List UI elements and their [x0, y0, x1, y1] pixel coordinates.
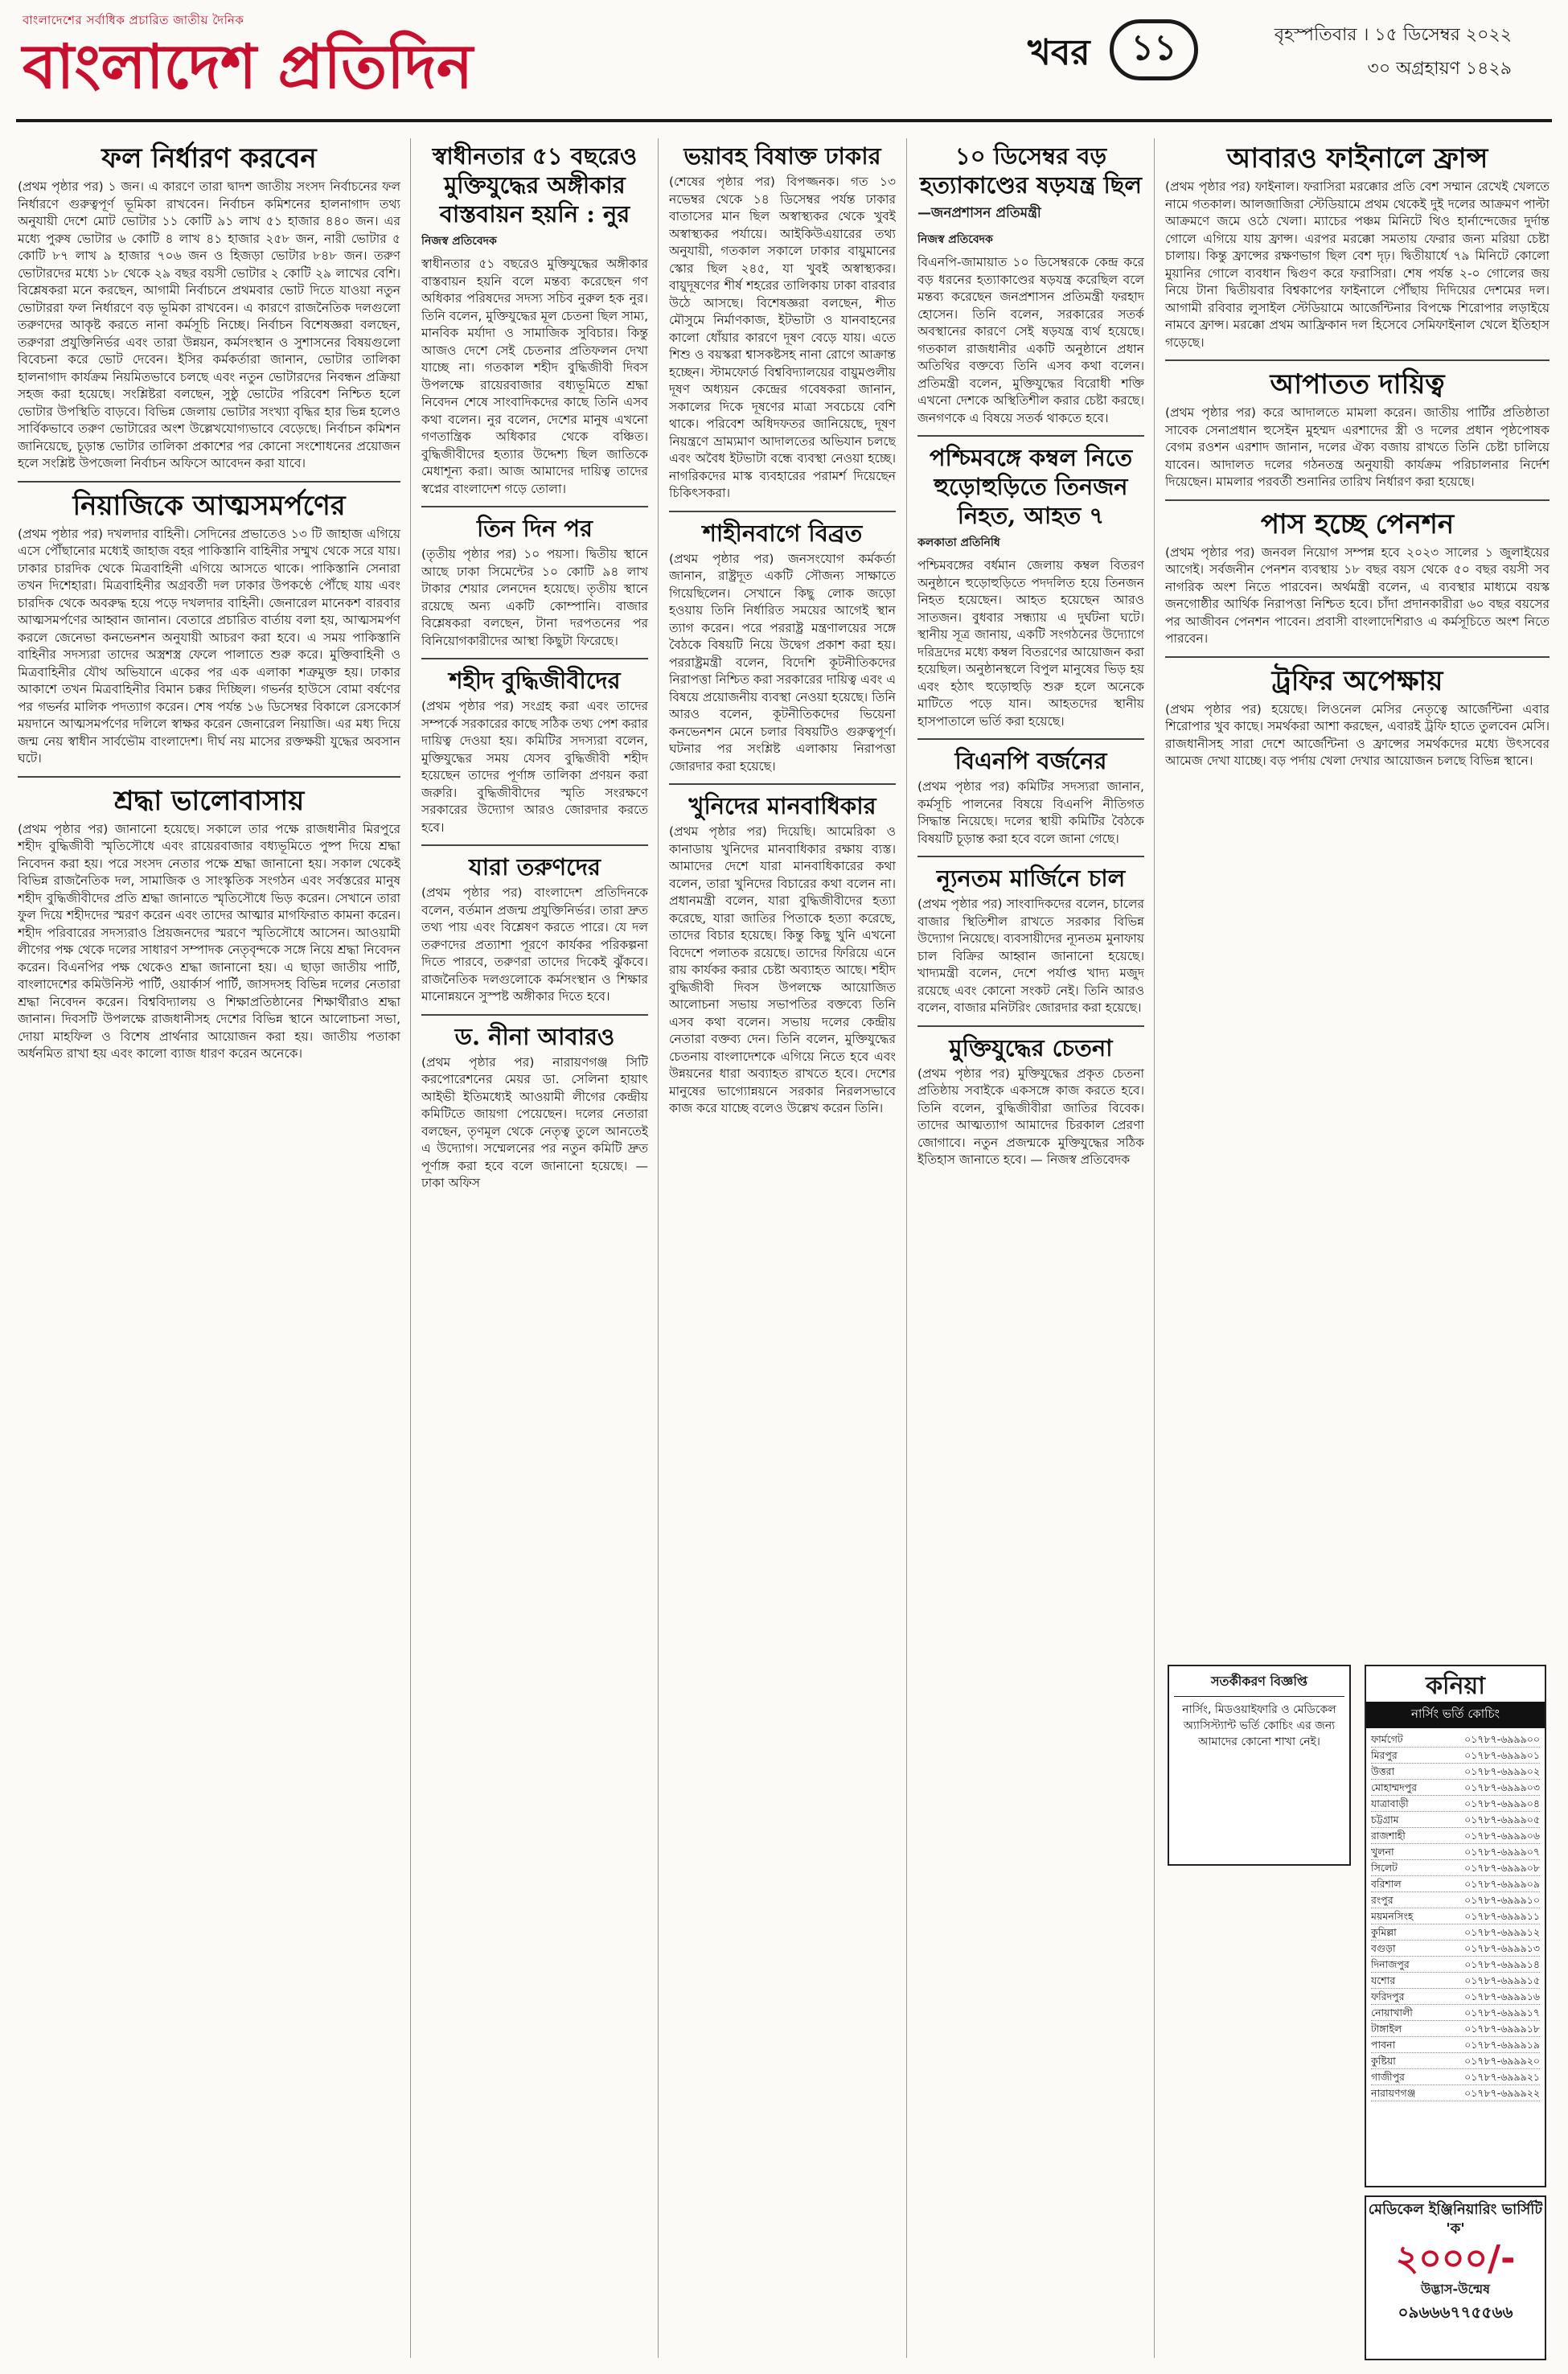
- branch-phone: ০১৭৮৭-৬৯৯৯২২: [1464, 2087, 1540, 2099]
- branch-name: নারায়ণগঞ্জ: [1371, 2087, 1416, 2099]
- article-body: (তৃতীয় পৃষ্ঠার পর) ১০ পয়সা। দ্বিতীয় স্থানে আছে ঢাকা সিমেন্টের ১০ কোটি ৯৪ লাখ টাকার শেয়ার লেনদেন হয়েছে। তৃতীয় স্থানে রয়েছে অন্য একটি কোম্পানি। বাজার বিশ্লেষকরা বলছেন, টানা দরপতনের পর বিনিয়োগকারীদের আস্থা কিছুটা ফিরেছে।: [421, 547, 648, 648]
- article-divider: [917, 856, 1144, 857]
- branch-name: উত্তরা: [1371, 1765, 1395, 1777]
- ad-title: মেডিকেল ইঞ্জিনিয়ারিং ভার্সিটি 'ক': [1368, 2201, 1543, 2237]
- column-rule: [906, 138, 907, 2358]
- column-4: [917, 137, 1144, 2356]
- section-header: [1005, 16, 1536, 85]
- branch-phone: ০১৭৮৭-৬৯৯৯০১: [1464, 1749, 1540, 1761]
- branch-row: [1371, 1989, 1540, 2005]
- branch-name: যশোর: [1371, 1974, 1396, 1986]
- branch-phone: ০১৭৮৭-৬৯৯৯০৮: [1464, 1862, 1540, 1874]
- headline: পশ্চিমবঙ্গে কম্বল নিতে হুড়োহুড়িতে তিনজন নিহত, আহত ৭: [929, 444, 1133, 529]
- branch-phone: ০১৭৮৭-৬৯৯৯১৭: [1464, 2006, 1540, 2019]
- article-body: (প্রথম পৃষ্ঠার পর) বাংলাদেশ প্রতিদিনকে বলেন, বর্তমান প্রজন্ম প্রযুক্তিনির্ভর। তারা দ্রুত তথ্য পায় এবং বিশ্লেষণ করতে পারে। যে দল তরুণদের প্রত্যাশা পূরণে কার্যকর পরিকল্পনা দিতে পারবে, তরুণরা তাদের দিকেই ঝুঁকবে। রাজনৈতিক দলগুলোকে কর্মসংস্থান ও শিক্ষার মানোন্নয়নে সুস্পষ্ট অঙ্গীকার দিতে হবে।: [421, 885, 648, 1004]
- article-body: (প্রথম পৃষ্ঠার পর) মুক্তিযুদ্ধের প্রকৃত চেতনা প্রতিষ্ঠায় সবাইকে একসঙ্গে কাজ করতে হবে। তিনি বলেন, বুদ্ধিজীবীরা জাতির বিবেক। তাদের আত্মত্যাগ আমাদের চিরকাল প্রেরণা জোগাবে। নতুন প্রজন্মকে মুক্তিযুদ্ধের সঠিক ইতিহাস জানাতে হবে। — নিজস্ব প্রতিবেদক: [917, 1066, 1144, 1167]
- branch-phone: ০১৭৮৭-৬৯৯৯০৭: [1464, 1846, 1540, 1858]
- article-body: (প্রথম পৃষ্ঠার পর) সাংবাদিকদের বলেন, চালের বাজার স্থিতিশীল রাখতে সরকার বিভিন্ন উদ্যোগ নিয়েছে। ব্যবসায়ীদের ন্যূনতম মুনাফায় চাল বিক্রির আহ্বান জানানো হয়েছে। খাদ্যমন্ত্রী বলেন, দেশে পর্যাপ্ত খাদ্য মজুদ রয়েছে এবং কোনো সংকট নেই। তিনি আরও বলেন, বাজার মনিটরিং জোরদার করা হয়েছে।: [917, 897, 1144, 1015]
- branch-name: ময়মনসিংহ: [1371, 1910, 1414, 1922]
- branch-name: সিলেট: [1371, 1862, 1398, 1874]
- branch-row: [1371, 1748, 1540, 1764]
- article-tin-din[interactable]: [421, 514, 648, 650]
- branch-row: [1371, 2085, 1540, 2101]
- article-body: (প্রথম পৃষ্ঠার পর) করে আদালতে মামলা করেন। জাতীয় পার্টির প্রতিষ্ঠাতা সাবেক সেনাপ্রধান হুসেইন মুহম্মদ এরশাদের স্ত্রী ও দলের প্রধান পৃষ্ঠপোষক বেগম রওশন এরশাদ জানান, দলের ঐক্য বজায় রাখতে তিনি চেষ্টা চালিয়ে যাবেন। আদালত দলের গঠনতন্ত্র অনুযায়ী কার্যক্রম পরিচালনার নির্দেশ দিয়েছেন। মামলার পরবর্তী শুনানির তারিখ নির্ধারণ করা হয়েছে।: [1165, 405, 1550, 489]
- branch-name: চট্টগ্রাম: [1371, 1813, 1399, 1826]
- warning-notice-ad[interactable]: [1168, 1665, 1351, 1866]
- article-divider: [18, 481, 400, 483]
- headline: আবারও ফাইনালে ফ্রান্স: [1226, 142, 1488, 175]
- headline: ন্যূনতম মার্জিনে চাল: [936, 865, 1126, 892]
- headline: ড. নীনা আবারও: [454, 1022, 615, 1050]
- branch-row: [1371, 1844, 1540, 1860]
- branch-row: [1371, 1731, 1540, 1748]
- ad-brand-name: কনিয়া: [1426, 1672, 1485, 1700]
- ad-tagline: নার্সিং ভর্তি কোচিং: [1366, 1702, 1545, 1728]
- article-body: বিএনপি-জামায়াত ১০ ডিসেম্বরকে কেন্দ্র করে বড় ধরনের হত্যাকাণ্ডের ষড়যন্ত্র করেছিল বলে মন্তব্য করেছেন জনপ্রশাসন প্রতিমন্ত্রী ফরহাদ হোসেন। তিনি বলেন, সরকারের সতর্ক অবস্থানের কারণে সেই ষড়যন্ত্র ব্যর্থ হয়েছে। গতকাল রাজধানীর একটি অনুষ্ঠানে প্রধান অতিথির বক্তব্যে তিনি এসব কথা বলেন। প্রতিমন্ত্রী বলেন, মুক্তিযুদ্ধের বিরোধী শক্তি এখনো দেশকে অস্থিতিশীল করার চেষ্টা করছে। জনগণকে এ বিষয়ে সতর্ক থাকতে হবে।: [917, 255, 1144, 425]
- article-divider: [421, 658, 648, 659]
- headline: ফল নির্ধারণ করবেন: [101, 142, 317, 175]
- article-torun[interactable]: [421, 852, 648, 1006]
- branch-phone: ০১৭৮৭-৬৯৯৯২০: [1464, 2055, 1540, 2067]
- article-body: (প্রথম পৃষ্ঠার পর) হয়েছে। লিওনেল মেসির নেতৃত্বে আর্জেন্টিনা এবার শিরোপার খুব কাছে। সমর্থকরা আশা করছেন, এবারই ট্রফি হাতে তুলবেন মেসি। রাজধানীসহ সারা দেশে আর্জেন্টিনা ও ফ্রান্সের সমর্থকদের মধ্যে উৎসবের আমেজ দেখা যাচ্ছে। বড় পর্দায় খেলা দেখার আয়োজন চলছে বিভিন্ন স্থানে।: [1165, 701, 1550, 768]
- article-body: (প্রথম পৃষ্ঠার পর) নারায়ণগঞ্জ সিটি করপোরেশনের মেয়র ডা. সেলিনা হায়াৎ আইভী ইতিমধ্যেই আওয়ামী লীগের কেন্দ্রীয় কমিটিতে জায়গা পেয়েছেন। দলের নেতারা বলছেন, তৃণমূল থেকে নেতৃত্ব তুলে আনতেই এ উদ্যোগ। সম্মেলনের পর নতুন কমিটি দ্রুত পূর্ণাঙ্গ করা হবে বলে জানানো হয়েছে। — ঢাকা অফিস: [421, 1054, 648, 1190]
- branch-name: পাবনা: [1371, 2039, 1396, 2051]
- headline: ট্রফির অপেক্ষায়: [1271, 664, 1443, 697]
- byline: নিজস্ব প্রতিবেদক: [421, 235, 497, 248]
- branch-name: ফরিদপুর: [1371, 1990, 1405, 2002]
- headline: যারা তরুণদের: [469, 853, 601, 881]
- branch-row: [1371, 1796, 1540, 1812]
- branch-phone: ০১৭৮৭-৬৯৯৯০৫: [1464, 1813, 1540, 1826]
- branch-name: কুষ্টিয়া: [1371, 2055, 1396, 2067]
- article-rice[interactable]: [917, 864, 1144, 1017]
- column-2: [421, 137, 648, 2356]
- headline: শাহীনবাগে বিব্রত: [702, 519, 863, 547]
- byline: নিজস্ব প্রতিবেদক: [917, 233, 993, 246]
- article-divider: [1165, 359, 1550, 361]
- article-bnp[interactable]: [917, 746, 1144, 848]
- article-nina[interactable]: [421, 1022, 648, 1193]
- article-body: (প্রথম পৃষ্ঠার পর) দিয়েছি। আমেরিকা ও কানাডায় খুনিদের মানবাধিকার রক্ষায় ব্যস্ত। আমাদের দেশে যারা মানবাধিকারের কথা বলেন, তারা খুনিদের বিচারের কথা বলেন না। প্রধানমন্ত্রী বলেন, যারা বুদ্ধিজীবীদের হত্যা করেছে, যারা জাতির পিতাকে হত্যা করেছে, তাদের বিচার হয়েছে। কিন্তু কিছু খুনি এখনো বিদেশে পলাতক রয়েছে। তাদের ফিরিয়ে এনে রায় কার্যকর করার চেষ্টা অব্যাহত আছে। শহীদ বুদ্ধিজীবী দিবস উপলক্ষে আয়োজিত আলোচনা সভায় সভাপতির বক্তব্যে তিনি এসব কথা বলেন। সভায় দলের কেন্দ্রীয় নেতারা বক্তব্য দেন। তিনি বলেন, মুক্তিযুদ্ধের চেতনায় বাংলাদেশকে এগিয়ে নিতে হবে এবং উন্নয়নের ধারা অব্যাহত রাখতে হবে। দেশের মানুষের ভাগ্যোন্নয়নে সরকার নিরলসভাবে কাজ করে যাচ্ছে বলেও উল্লেখ করেন তিনি।: [669, 824, 896, 1115]
- article-france-final[interactable]: [1165, 142, 1550, 351]
- branch-phone: ০১৭৮৭-৬৯৯৯১০: [1464, 1894, 1540, 1906]
- article-divider: [917, 1025, 1144, 1027]
- ad-fee: ২০০০/-: [1395, 2238, 1516, 2279]
- branch-phone: ০১৭৮৭-৬৯৯৯০২: [1464, 1765, 1540, 1777]
- column-rule: [1154, 138, 1155, 2358]
- branch-name: ফার্মগেট: [1371, 1733, 1403, 1745]
- branch-phone: ০১৭৮৭-৬৯৯৯০০: [1464, 1733, 1540, 1745]
- branch-phone: ০১৭৮৭-৬৯৯৯১২: [1464, 1926, 1540, 1938]
- branch-name: খুলনা: [1371, 1846, 1394, 1858]
- column-3: [669, 137, 896, 2356]
- headline: পাস হচ্ছে পেনশন: [1260, 507, 1455, 540]
- branch-row: [1371, 1764, 1540, 1780]
- branch-row: [1371, 1892, 1540, 1908]
- branch-name: নোয়াখালী: [1371, 2006, 1413, 2019]
- section-name: খবর: [1028, 32, 1090, 73]
- article-divider: [421, 844, 648, 846]
- byline: কলকাতা প্রতিনিধি: [917, 536, 1000, 549]
- ad-brand: উদ্ভাস-উন্মেষ: [1421, 2282, 1490, 2297]
- article-apatoto[interactable]: [1165, 368, 1550, 491]
- article-niazi[interactable]: [18, 489, 400, 768]
- branch-name: যাত্রাবাড়ী: [1371, 1797, 1409, 1809]
- branch-row: [1371, 2069, 1540, 2085]
- date-english: বৃহস্পতিবার । ১৫ ডিসেম্বর ২০২২: [1274, 25, 1512, 45]
- article-buddhijibi[interactable]: [421, 666, 648, 836]
- branch-phone: ০১৭৮৭-৬৯৯৯১৯: [1464, 2039, 1540, 2051]
- article-body: (প্রথম পৃষ্ঠার পর) জনসংযোগ কর্মকর্তা জানান, রাষ্ট্রদূত একটি সৌজন্য সাক্ষাতে গিয়েছিলেন। সেখানে কিছু লোক জড়ো হওয়ায় তিনি নির্ধারিত সময়ের আগেই স্থান ত্যাগ করেন। পরে পররাষ্ট্র মন্ত্রণালয়ের সঙ্গে বৈঠকে বিষয়টি নিয়ে উদ্বেগ প্রকাশ করা হয়। পররাষ্ট্রমন্ত্রী বলেন, বিদেশি কূটনীতিকদের নিরাপত্তা নিশ্চিত করা সরকারের দায়িত্ব এবং এ বিষয়ে প্রয়োজনীয় ব্যবস্থা নেওয়া হয়েছে। তিনি আরও বলেন, কূটনীতিকদের ভিয়েনা কনভেনশন মেনে চলার বিষয়টিও গুরুত্বপূর্ণ। ঘটনার পর সংশ্লিষ্ট এলাকায় নিরাপত্তা জোরদার করা হয়েছে।: [669, 551, 896, 774]
- article-trophy[interactable]: [1165, 664, 1550, 770]
- logo-tagline: বাংলাদেশের সর্বাধিক প্রচারিত জাতীয় দৈনিক: [23, 13, 244, 27]
- branch-name: রাজশাহী: [1371, 1830, 1406, 1842]
- ad-phone: ০৯৬৬৬৭৭৫৫৬৬: [1398, 2302, 1513, 2322]
- column-1: [18, 137, 400, 2356]
- branch-row: [1371, 2005, 1540, 2021]
- headline: নিয়াজিকে আত্মসমর্পণের: [72, 489, 346, 522]
- article-dhaka-air[interactable]: [669, 142, 896, 503]
- date-bangla: ৩০ অগ্রহায়ণ ১৪২৯: [1367, 59, 1512, 79]
- branch-name: রংপুর: [1371, 1894, 1394, 1906]
- branch-phone: ০১৭৮৭-৬৯৯৯০৪: [1464, 1797, 1540, 1809]
- article-10-december[interactable]: [917, 142, 1144, 427]
- article-liberation-spirit[interactable]: [917, 1033, 1144, 1169]
- branch-phone: ০১৭৮৭-৬৯৯৯১৩: [1464, 1942, 1540, 1954]
- article-divider: [421, 1014, 648, 1016]
- masthead: [0, 0, 1568, 129]
- nursing-coaching-ad[interactable]: [1365, 1665, 1546, 2187]
- branch-name: গাজীপুর: [1371, 2071, 1405, 2083]
- article-pension[interactable]: [1165, 507, 1550, 648]
- branch-row: [1371, 1941, 1540, 1957]
- column-5: [1165, 137, 1550, 1649]
- column-rule: [410, 138, 411, 2358]
- masthead-rule: [16, 119, 1552, 122]
- subhead: —জনপ্রশাসন প্রতিমন্ত্রী: [917, 205, 1041, 221]
- article-body: (প্রথম পৃষ্ঠার পর) জানানো হয়েছে। সকালে তার পক্ষে রাজধানীর মিরপুরে শহীদ বুদ্ধিজীবী স্মৃতিসৌধে এবং রায়েরবাজার বধ্যভূমিতে পুষ্প দিয়ে শ্রদ্ধা নিবেদন করা হয়। পরে সংসদ নেতার পক্ষে শ্রদ্ধা জানানো হয়। সকাল থেকেই বিভিন্ন রাজনৈতিক দল, সামাজিক ও সাংস্কৃতিক সংগঠন এবং সর্বস্তরের মানুষ শহীদ বুদ্ধিজীবীদের প্রতি শ্রদ্ধা জানাতে স্মৃতিসৌধে ভিড় করেন। সেখানে তারা ফুল দিয়ে শহীদদের স্মরণ করেন এবং তাদের আত্মার মাগফিরাত কামনা করেন। শহীদ পরিবারের সদস্যরাও প্রিয়জনদের স্মরণে স্মৃতিসৌধে আসেন। আওয়ামী লীগের পক্ষ থেকে দলের সাধারণ সম্পাদক নেতৃবৃন্দকে সঙ্গে নিয়ে শ্রদ্ধা নিবেদন করেন। বিএনপির পক্ষ থেকেও শ্রদ্ধা জানানো হয়। এ ছাড়া জাতীয় পার্টি, বাংলাদেশের কমিউনিস্ট পার্টি, ওয়ার্কার্স পার্টি, জাসদসহ বিভিন্ন দলের নেতারা শ্রদ্ধা নিবেদন করেন। বিশ্ববিদ্যালয় ও শিক্ষাপ্রতিষ্ঠানের শিক্ষার্থীরাও শ্রদ্ধা জানান। দিবসটি উপলক্ষে রাজধানীসহ দেশের বিভিন্ন স্থানে আলোচনা সভা, দোয়া মাহফিল ও বিশেষ প্রার্থনার আয়োজন করা হয়। জাতীয় পতাকা অর্ধনমিত রাখা হয় এবং কালো ব্যাজ ধারণ করেন অনেকে।: [18, 821, 400, 1061]
- article-west-bengal[interactable]: [917, 443, 1144, 730]
- article-body: (প্রথম পৃষ্ঠার পর) কমিটির সদস্যরা জানান, কর্মসূচি পালনের বিষয়ে বিএনপি নীতিগত সিদ্ধান্ত নিয়েছে। দলের স্থায়ী কমিটির বৈঠকে বিষয়টি চূড়ান্ত করা হবে বলে জানা গেছে।: [917, 779, 1144, 846]
- branch-row: [1371, 1780, 1540, 1796]
- article-body: (প্রথম পৃষ্ঠার পর) সংগ্রহ করা এবং তাদের সম্পর্কে সরকারের কাছে সঠিক তথ্য পেশ করার দায়িত্ব দেওয়া হয়। কমিটির সদস্যরা বলেন, মুক্তিযুদ্ধের সময় যেসব বুদ্ধিজীবী শহীদ হয়েছেন তাদের পূর্ণাঙ্গ তালিকা প্রণয়ন করা জরুরি। বুদ্ধিজীবীদের স্মৃতি সংরক্ষণে সরকারের উদ্যোগ আরও জোরদার করতে হবে।: [421, 699, 648, 835]
- article-khuni[interactable]: [669, 791, 896, 1118]
- article-divider: [18, 776, 400, 778]
- branch-row: [1371, 1860, 1540, 1876]
- article-divider: [669, 511, 896, 512]
- headline: বিএনপি বর্জনের: [954, 747, 1107, 774]
- branch-name: কুমিল্লা: [1371, 1926, 1397, 1938]
- article-divider: [1165, 656, 1550, 658]
- headline: স্বাধীনতার ৫১ বছরেও মুক্তিযুদ্ধের অঙ্গীকার বাস্তবায়ন হয়নি : নুর: [432, 142, 638, 228]
- article-body: স্বাধীনতার ৫১ বছরেও মুক্তিযুদ্ধের অঙ্গীকার বাস্তবায়ন হয়নি বলে মন্তব্য করেছেন গণ অধিকার পরিষদের সদস্য সচিব নুরুল হক নুর। তিনি বলেন, মুক্তিযুদ্ধের মূল চেতনা ছিল সাম্য, মানবিক মর্যাদা ও সামাজিক সুবিচার। কিন্তু আজও দেশে সেই চেতনার প্রতিফলন দেখা যাচ্ছে না। গতকাল শহীদ বুদ্ধিজীবী দিবস উপলক্ষে রায়েরবাজার বধ্যভূমিতে শ্রদ্ধা নিবেদন শেষে সাংবাদিকদের কাছে তিনি এসব কথা বলেন। নুর বলেন, দেশের মানুষ এখনো গণতান্ত্রিক অধিকার থেকে বঞ্চিত। বুদ্ধিজীবীদের হত্যার উদ্দেশ্য ছিল জাতিকে মেধাশূন্য করা। আজ আমাদের দায়িত্ব তাদের স্বপ্নের বাংলাদেশ গড়ে তোলা।: [421, 257, 648, 496]
- article-shroddha[interactable]: [18, 784, 400, 1063]
- branch-name: মোহাম্মদপুর: [1371, 1781, 1418, 1793]
- column-rule: [658, 138, 659, 2358]
- branch-name: বরিশাল: [1371, 1878, 1402, 1890]
- branch-row: [1371, 2021, 1540, 2037]
- article-divider: [917, 738, 1144, 740]
- article-body: (প্রথম পৃষ্ঠার পর) ফাইনাল। ফরাসিরা মরক্কোর প্রতি বেশ সম্মান রেখেই খেলতে নামে গতকাল। আলজাজিরা স্টেডিয়ামে প্রথম থেকেই দুই দলের আক্রমণ পাল্টা আক্রমণে জমে ওঠে খেলা। ম্যাচের পঞ্চম মিনিটে থিও হার্নান্দেজের দুর্দান্ত গোলে এগিয়ে যায় ফ্রান্স। এরপর মরক্কো সমতায় ফেরার জন্য মরিয়া চেষ্টা চালায়। কিন্তু ফ্রান্সের রক্ষণভাগ ছিল বেশ দৃঢ়। দ্বিতীয়ার্ধে ৭৯ মিনিটে কোলো মুয়ানির গোলে ব্যবধান দ্বিগুণ করে ফরাসিরা। শেষ পর্যন্ত ২-০ গোলের জয় নিয়ে টানা দ্বিতীয়বার বিশ্বকাপের ফাইনালে পৌঁছায় দিদিয়ের দেশমের দল। আগামী রবিবার লুসাইল স্টেডিয়ামে আর্জেন্টিনার বিপক্ষে শিরোপার লড়াইয়ে নামবে ফ্রান্স। মরক্কো প্রথম আফ্রিকান দল হিসেবে সেমিফাইনাল খেলে ইতিহাস গড়েছে।: [1165, 179, 1550, 350]
- branch-row: [1371, 1876, 1540, 1892]
- headline: খুনিদের মানবাধিকার: [688, 792, 876, 819]
- branch-phone: ০১৭৮৭-৬৯৯৯১৮: [1464, 2023, 1540, 2035]
- branch-name: টাঙ্গাইল: [1371, 2023, 1402, 2035]
- branch-name: দিনাজপুর: [1371, 1958, 1410, 1970]
- branch-phone: ০১৭৮৭-৬৯৯৯১৪: [1464, 1958, 1540, 1970]
- branch-phone: ০১৭৮৭-৬৯৯৯০৬: [1464, 1830, 1540, 1842]
- medical-admission-ad[interactable]: [1365, 2195, 1546, 2360]
- article-body: (প্রথম পৃষ্ঠার পর) জনবল নিয়োগ সম্পন্ন হবে ২০২৩ সালের ১ জুলাইয়ের আগেই। সর্বজনীন পেনশন ব্যবস্থায় ১৮ বছর বয়স থেকে ৫০ বছর বয়সী সব নাগরিক অংশ নিতে পারবেন। অর্থমন্ত্রী বলেন, এ ব্যবস্থার মাধ্যমে বয়স্ক জনগোষ্ঠীর আর্থিক নিরাপত্তা নিশ্চিত হবে। চাঁদা প্রদানকারীরা ৬০ বছর বয়সের পর আজীবন পেনশন পাবেন। প্রবাসী বাংলাদেশিরাও এ কর্মসূচিতে অংশ নিতে পারবেন।: [1165, 544, 1550, 646]
- branch-name: মিরপুর: [1371, 1749, 1398, 1761]
- article-body: (প্রথম পৃষ্ঠার পর) দখলদার বাহিনী। সেদিনের প্রভাতেও ১৩ টি জাহাজ এগিয়ে এসে পৌঁছানোর মধ্যেই জাহাজ বহর পাকিস্তানি বাহিনীর সম্মুখ থেকে সরে যায়। ঢাকার চারদিক থেকে মিত্রবাহিনী এগিয়ে আসতে থাকে। পাকিস্তানি সেনারা তখন দিশেহারা। মিত্রবাহিনীর অগ্রবর্তী দল ঢাকার উপকণ্ঠে পৌঁছে যায় এবং চারদিক থেকে অবরুদ্ধ হয়ে পড়ে দখলদার বাহিনী। জেনারেল মানেকশ বারবার আত্মসমর্পণের আহ্বান জানান। বেতারে প্রচারিত বার্তায় বলা হয়, আত্মসমর্পণ করলে জেনেভা কনভেনশন অনুযায়ী আচরণ করা হবে। এ সময় পাকিস্তানি বাহিনীর সদস্যরা তাদের অস্ত্রশস্ত্র ফেলে পালাতে শুরু করে। মুক্তিবাহিনী ও মিত্রবাহিনীর যৌথ অভিযানে একের পর এক এলাকা শত্রুমুক্ত হয়। ঢাকার আকাশে তখন মিত্রবাহিনীর বিমান চক্কর দিচ্ছিল। গভর্নর হাউসে বোমা বর্ষণের পর গভর্নর মালিক পদত্যাগ করেন। শেষ পর্যন্ত ১৬ ডিসেম্বর বিকালে রেসকোর্স ময়দানে আত্মসমর্পণের দলিলে স্বাক্ষর করেন জেনারেল নিয়াজি। এর মধ্য দিয়ে জন্ম নেয় স্বাধীন সার্বভৌম বাংলাদেশ। দীর্ঘ নয় মাসের রক্তক্ষয়ী যুদ্ধের অবসান ঘটে।: [18, 526, 400, 766]
- headline: শহীদ বুদ্ধিজীবীদের: [449, 667, 621, 694]
- branch-name: বগুড়া: [1371, 1942, 1396, 1954]
- article-body: (প্রথম পৃষ্ঠার পর) ১ জন। এ কারণে তারা দ্বাদশ জাতীয় সংসদ নির্বাচনের ফল নির্ধারণে গুরুত্বপূর্ণ ভূমিকা রাখবেন। নির্বাচন কমিশনের হালনাগাদ তথ্য অনুযায়ী দেশে মোট ভোটার ১১ কোটি ৯১ লাখ ৫১ হাজার ৪৪০ জন। এর মধ্যে পুরুষ ভোটার ৬ কোটি ৪ লাখ ৪১ হাজার ২৫৮ জন, নারী ভোটার ৫ কোটি ৮৭ লাখ ৯ হাজার ৭০৬ জন ও হিজড়া ভোটার ৮৪৮ জন। তরুণ ভোটারদের মধ্যে ১৮ থেকে ২৯ বছর বয়সী ভোটার ২ কোটি ২৯ লাখের বেশি। বিশ্লেষকরা মনে করছেন, আগামী নির্বাচনে প্রথমবার ভোট দিতে যাওয়া নতুন ভোটাররা ফল নির্ধারণে বড় ভূমিকা রাখবেন। এ কারণে রাজনৈতিক দলগুলো তরুণদের আকৃষ্ট করতে নানা কর্মসূচি নিচ্ছে। নির্বাচন বিশেষজ্ঞরা বলছেন, তরুণরা প্রযুক্তিনির্ভর এবং তারা উন্নয়ন, কর্মসংস্থান ও সুশাসনের বিষয়গুলো বিবেচনা করে ভোট দেবেন। ইসির কর্মকর্তারা জানান, ভোটার তালিকা হালনাগাদ কার্যক্রম নিয়মিতভাবে চলছে এবং নতুন ভোটারদের নিবন্ধন প্রক্রিয়া সহজ করা হয়েছে। সংশ্লিষ্টরা বলছেন, সুষ্ঠু ভোটের পরিবেশ নিশ্চিত হলে ভোটার উপস্থিতি বাড়বে। বিভিন্ন জেলায় ভোটার সংখ্যা বৃদ্ধির হার ভিন্ন হলেও সার্বিকভাবে তরুণ ভোটারের অংশ উল্লেখযোগ্যভাবে বেড়েছে। নির্বাচন কমিশন জানিয়েছে, চূড়ান্ত ভোটার তালিকা প্রকাশের পর কোনো সংশোধনের প্রয়োজন হলে সংশ্লিষ্ট উপজেলা নির্বাচন অফিসে আবেদন করা যাবে।: [18, 179, 400, 470]
- article-divider: [669, 783, 896, 785]
- branch-phone: ০১৭৮৭-৬৯৯৯২১: [1464, 2071, 1540, 2083]
- headline: তিন দিন পর: [476, 515, 593, 542]
- headline: মুক্তিযুদ্ধের চেতনা: [949, 1033, 1113, 1062]
- branch-phone: ০১৭৮৭-৬৯৯৯১৬: [1464, 1990, 1540, 2002]
- article-nur[interactable]: [421, 142, 648, 498]
- branch-phone-list: [1366, 1728, 1545, 2105]
- logo-title: বাংলাদেশ প্রতিদিন: [23, 31, 474, 102]
- headline: আপাতত দায়িত্ব: [1270, 368, 1445, 400]
- newspaper-logo[interactable]: [23, 11, 473, 106]
- branch-row: [1371, 1924, 1540, 1941]
- branch-row: [1371, 1973, 1540, 1989]
- branch-phone: ০১৭৮৭-৬৯৯৯১১: [1464, 1910, 1540, 1922]
- headline: ভয়াবহ বিষাক্ত ঢাকার: [683, 142, 881, 170]
- branch-row: [1371, 1812, 1540, 1828]
- headline: ১০ ডিসেম্বর বড় হত্যাকাণ্ডের ষড়যন্ত্র ছিল: [920, 142, 1142, 199]
- article-fol-nirdharon[interactable]: [18, 142, 400, 473]
- notice-body: নার্সিং, মিডওয়াইফারি ও মেডিকেল অ্যাসিস্ট্যান্ট ভর্তি কোচিং এর জন্য আমাদের কোনো শাখা নেই।: [1182, 1703, 1336, 1748]
- article-body: পশ্চিমবঙ্গের বর্ধমান জেলায় কম্বল বিতরণ অনুষ্ঠানে হুড়োহুড়িতে পদদলিত হয়ে তিনজন নিহত হয়েছেন। আহত হয়েছেন আরও সাতজন। বুধবার সন্ধ্যায় এ দুর্ঘটনা ঘটে। স্থানীয় সূত্র জানায়, একটি সংগঠনের উদ্যোগে দরিদ্রদের মধ্যে কম্বল বিতরণের আয়োজন করা হয়েছিল। অনুষ্ঠানস্থলে বিপুল মানুষের ভিড় হয় এবং হঠাৎ হুড়োহুড়ি শুরু হলে অনেকে মাটিতে পড়ে যান। আহতদের স্থানীয় হাসপাতালে ভর্তি করা হয়েছে।: [917, 558, 1144, 729]
- article-divider: [1165, 499, 1550, 501]
- branch-row: [1371, 1957, 1540, 1973]
- headline: শ্রদ্ধা ভালোবাসায়: [113, 784, 305, 817]
- branch-phone: ০১৭৮৭-৬৯৯৯১৫: [1464, 1974, 1540, 1986]
- article-divider: [421, 506, 648, 507]
- branch-phone: ০১৭৮৭-৬৯৯৯০৯: [1464, 1878, 1540, 1890]
- branch-row: [1371, 1908, 1540, 1924]
- branch-phone: ০১৭৮৭-৬৯৯৯০৩: [1464, 1781, 1540, 1793]
- article-body: (শেষের পৃষ্ঠার পর) বিপজ্জনক। গত ১৩ নভেম্বর থেকে ১৪ ডিসেম্বর পর্যন্ত ঢাকার বাতাসের মান ছিল অস্বাস্থ্যকর থেকে খুবই অস্বাস্থ্যকর পর্যায়ে। আইকিউএয়ারের তথ্য অনুযায়ী, গতকাল সকালে ঢাকার বায়ুমানের স্কোর ছিল ২৪৫, যা খুবই অস্বাস্থ্যকর। বায়ুদূষণের শীর্ষ শহরের তালিকায় ঢাকা বারবার উঠে আসছে। বিশেষজ্ঞরা বলছেন, শীত মৌসুমে নির্মাণকাজ, ইটভাটা ও যানবাহনের কালো ধোঁয়ার কারণে দূষণ বেড়ে যায়। এতে শিশু ও বয়স্করা শ্বাসকষ্টসহ নানা রোগে আক্রান্ত হচ্ছেন। স্টামফোর্ড বিশ্ববিদ্যালয়ের বায়ুমণ্ডলীয় দূষণ অধ্যয়ন কেন্দ্রের গবেষকরা জানান, সকালের দিকে দূষণের মাত্রা সবচেয়ে বেশি থাকে। পরিবেশ অধিদফতর জানিয়েছে, দূষণ নিয়ন্ত্রণে ভ্রাম্যমাণ আদালতের অভিযান চলছে এবং অবৈধ ইটভাটা বন্ধে ব্যবস্থা নেওয়া হচ্ছে। নাগরিকদের মাস্ক ব্যবহারের পরামর্শ দিয়েছেন চিকিৎসকরা।: [669, 175, 896, 500]
- article-divider: [917, 435, 1144, 437]
- branch-row: [1371, 2053, 1540, 2069]
- article-shaheenbag[interactable]: [669, 519, 896, 776]
- branch-row: [1371, 2037, 1540, 2053]
- page-number-badge: ১১: [1110, 19, 1198, 80]
- notice-title: সতর্কীকরণ বিজ্ঞপ্তি: [1174, 1671, 1344, 1697]
- branch-row: [1371, 1828, 1540, 1844]
